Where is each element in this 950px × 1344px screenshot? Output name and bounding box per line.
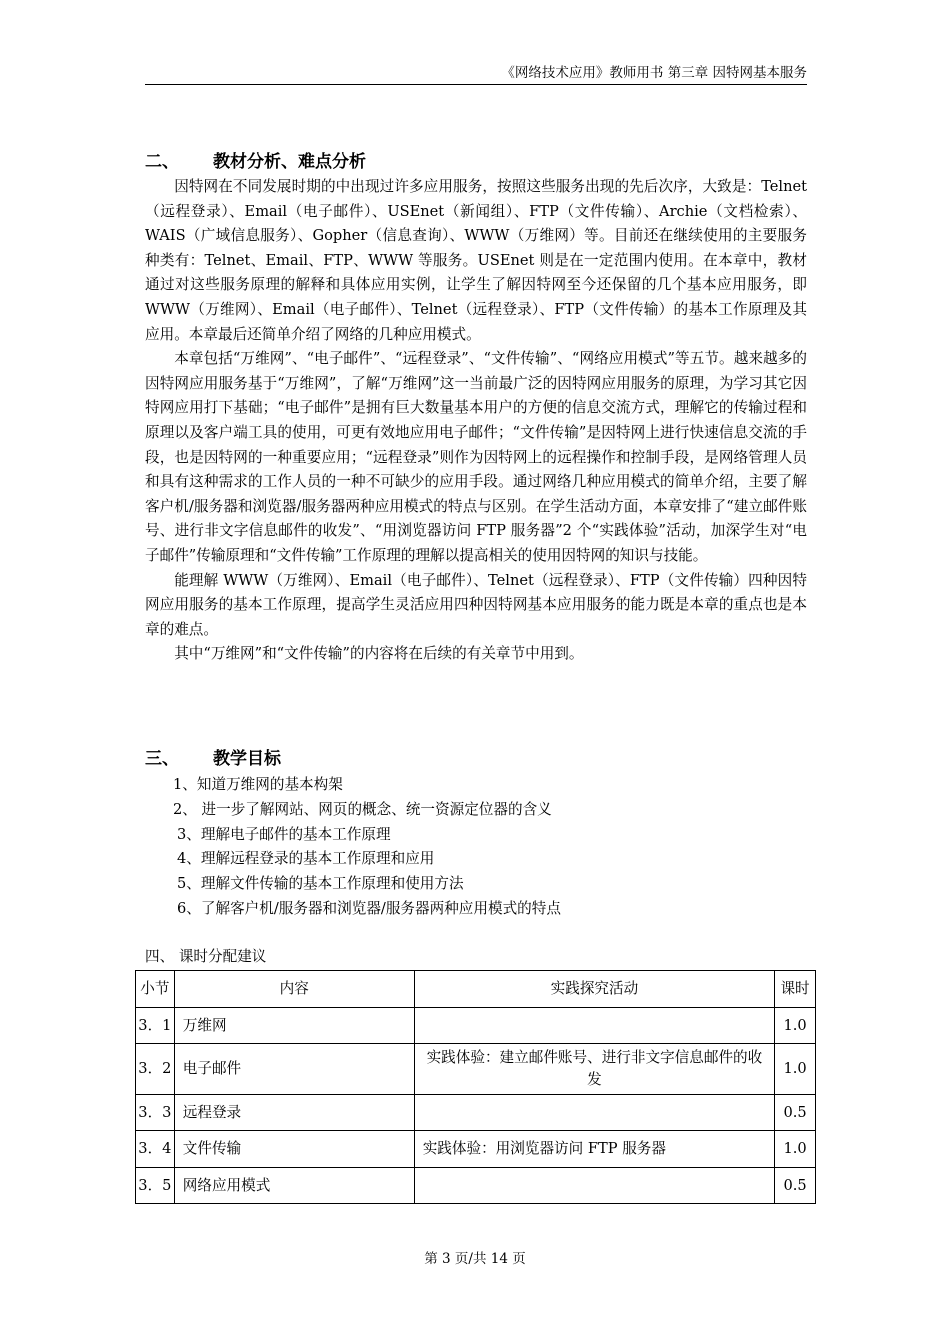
content-cell: 网络应用模式 bbox=[174, 1168, 414, 1204]
table-row bbox=[136, 1168, 816, 1204]
content-cell: 远程登录 bbox=[174, 1095, 414, 1131]
section-cell: 3．4 bbox=[136, 1131, 175, 1168]
section-cell: 3．1 bbox=[136, 1008, 175, 1044]
goal-item: 4、理解远程登录的基本工作原理和应用 bbox=[177, 850, 435, 868]
activity-cell bbox=[414, 1168, 774, 1204]
hours-cell: 1.0 bbox=[775, 1044, 816, 1095]
hours-cell: 1.0 bbox=[775, 1131, 816, 1168]
section-3-number: 三、 bbox=[145, 749, 179, 769]
header-cell: 小节 bbox=[136, 971, 175, 1008]
paragraph: 其中“万维网”和“文件传输”的内容将在后续的有关章节中用到。 bbox=[174, 645, 584, 663]
content-cell: 文件传输 bbox=[174, 1131, 414, 1168]
activity-cell: 实践体验：建立邮件账号、进行非文字信息邮件的收发 bbox=[414, 1044, 774, 1095]
paragraph: 能理解 WWW（万维网）、Email（电子邮件）、Telnet（远程登录）、FTP（文件传输）四种因特网应用服务的基本工作原理，提高学生灵活应用四种因特网基本应用服务的能力既是本章的重点也是本章的难点。 bbox=[145, 571, 807, 638]
activity-cell bbox=[414, 1008, 774, 1044]
lesson-schedule-table bbox=[135, 970, 816, 1204]
table-header-row bbox=[136, 971, 816, 1008]
content-cell: 电子邮件 bbox=[174, 1044, 414, 1095]
header-cell: 实践探究活动 bbox=[414, 971, 774, 1008]
section-2-heading bbox=[145, 150, 366, 174]
hours-cell: 0.5 bbox=[775, 1168, 816, 1204]
section-cell: 3．3 bbox=[136, 1095, 175, 1131]
goal-item: 1、知道万维网的基本构架 bbox=[173, 776, 343, 793]
section-cell: 3．5 bbox=[136, 1168, 175, 1204]
teaching-goals bbox=[145, 773, 807, 922]
section-2-title: 教材分析、难点分析 bbox=[213, 152, 366, 172]
section-3-title: 教学目标 bbox=[213, 749, 281, 769]
page-number: 第 3 页/共 14 页 bbox=[424, 1251, 526, 1267]
header-cell: 课时 bbox=[775, 971, 816, 1008]
activity-cell: 实践体验：用浏览器访问 FTP 服务器 bbox=[414, 1131, 774, 1168]
goal-item: 2、 进一步了解网站、网页的概念、统一资源定位器的含义 bbox=[173, 800, 552, 818]
running-header: 《网络技术应用》教师用书 第三章 因特网基本服务 bbox=[501, 65, 807, 81]
table-row bbox=[136, 1008, 816, 1044]
activity-cell bbox=[414, 1095, 774, 1131]
table-row bbox=[136, 1095, 816, 1131]
section-2-body bbox=[145, 175, 807, 667]
hours-cell: 1.0 bbox=[775, 1008, 816, 1044]
section-2-number: 二、 bbox=[145, 152, 179, 172]
hours-cell: 0.5 bbox=[775, 1095, 816, 1131]
paragraph: 本章包括“万维网”、“电子邮件”、“远程登录”、“文件传输”、“网络应用模式”等五节。越来越多的因特网应用服务基于“万维网”，了解“万维网”这一当前最广泛的因特网应用服务的原理，为学习其它因特网应用打下基础；“电子邮件”是拥有巨大数量基本用户的方便的信息交流方式，理解它的传输过程和原理以及客户端工具的使用，可更有效地应用电子邮件；“文件传输”是因特网上进行快速信息交流的手段，也是因特网的一种重要应用；“远程登录”则作为因特网上的远程操作和控制手段，是网络管理人员和具有这种需求的工作人员的一种不可缺少的应用手段。通过网络几种应用模式的简单介绍，主要了解客户机/服务器和浏览器/服务器两种应用模式的特点与区别。在学生活动方面，本章安排了“建立邮件账号、进行非文字信息邮件的收发”、“用浏览器访问 FTP 服务器”2 个“实践体验”活动，加深学生对“电子邮件”传输原理和“文件传输”工作原理的理解以提高相关的使用因特网的知识与技能。 bbox=[145, 350, 807, 564]
section-cell: 3．2 bbox=[136, 1044, 175, 1095]
goal-item: 6、了解客户机/服务器和浏览器/服务器两种应用模式的特点 bbox=[177, 899, 561, 917]
content-cell: 万维网 bbox=[174, 1008, 414, 1044]
section-3-heading bbox=[145, 747, 281, 771]
header-cell: 内容 bbox=[174, 971, 414, 1008]
table-row bbox=[136, 1131, 816, 1168]
section-4-heading: 四、 课时分配建议 bbox=[145, 948, 267, 965]
paragraph: 因特网在不同发展时期的中出现过许多应用服务，按照这些服务出现的先后次序，大致是：Telnet（远程登录）、Email（电子邮件）、USEnet（新闻组）、FTP（文件传输）、Archie（文档检索）、WAIS（广域信息服务）、Gopher（信息查询）、WWW（万维网）等。目前还在继续使用的主要服务种类有：Telnet、Email、FTP、WWW 等服务。USEnet 则是在一定范围内使用。在本章中，教材通过对这些服务原理的解释和具体应用实例，让学生了解因特网至今还保留的几个基本应用服务，即 WWW（万维网）、Email（电子邮件）、Telnet（远程登录）、FTP（文件传输）的基本工作原理及其应用。本章最后还简单介绍了网络的几种应用模式。 bbox=[145, 178, 807, 343]
goal-item: 3、理解电子邮件的基本工作原理 bbox=[177, 825, 391, 843]
goal-item: 5、理解文件传输的基本工作原理和使用方法 bbox=[177, 875, 464, 893]
header-rule bbox=[145, 84, 807, 85]
table-row bbox=[136, 1044, 816, 1095]
